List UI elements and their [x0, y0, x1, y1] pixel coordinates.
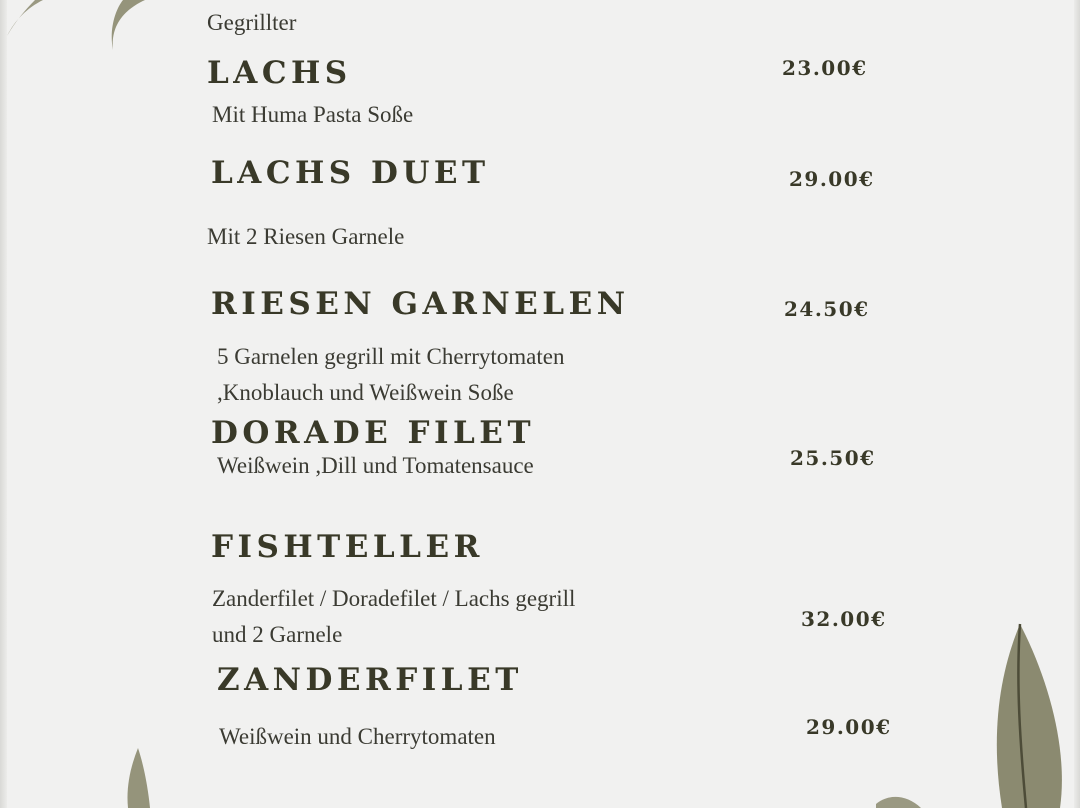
leaf-top-icon	[105, 0, 155, 55]
leaf-bottom-left-icon	[118, 748, 158, 808]
dish-description-fishteller-line1: Zanderfilet / Doradefilet / Lachs gegrill	[212, 586, 576, 611]
leaf-bottom-small-icon	[876, 794, 921, 808]
dish-price-fishteller: 32.00€	[801, 607, 887, 631]
dish-description-zanderfilet: Weißwein und Cherrytomaten	[219, 724, 496, 749]
dish-description-riesen-garnelen-line1: 5 Garnelen gegrill mit Cherrytomaten	[217, 344, 565, 369]
dish-name-lachs-duet: LACHS DUET	[211, 155, 490, 191]
dish-name-dorade-filet: DORADE FILET	[211, 415, 536, 451]
dish-price-zanderfilet: 29.00€	[806, 715, 892, 739]
dish-description-lachs: Mit Huma Pasta Soße	[212, 102, 414, 127]
dish-name-lachs: LACHS	[207, 55, 352, 91]
dish-price-dorade-filet: 25.50€	[790, 446, 876, 470]
page-edge-left	[0, 0, 7, 808]
dish-name-riesen-garnelen: RIESEN GARNELEN	[211, 286, 630, 322]
dish-name-fishteller: FISHTELLER	[211, 529, 484, 565]
dish-price-lachs-duet: 29.00€	[789, 167, 875, 191]
dish-price-lachs: 23.00€	[782, 56, 868, 80]
dish-price-riesen-garnelen: 24.50€	[784, 297, 870, 321]
leaf-top-left-icon	[5, 0, 45, 40]
dish-description-fishteller-line2: und 2 Garnele	[212, 622, 343, 647]
dish-description-riesen-garnelen-line2: ,Knoblauch und Weißwein Soße	[217, 380, 514, 405]
dish-description-dorade-filet: Weißwein ,Dill und Tomatensauce	[217, 453, 534, 478]
page-edge-right	[1074, 0, 1080, 808]
leaf-bottom-right-icon	[990, 622, 1070, 808]
menu-intro-text: Gegrillter	[207, 10, 297, 35]
dish-name-zanderfilet: ZANDERFILET	[217, 662, 523, 698]
dish-description-lachs-duet: Mit 2 Riesen Garnele	[207, 224, 405, 249]
